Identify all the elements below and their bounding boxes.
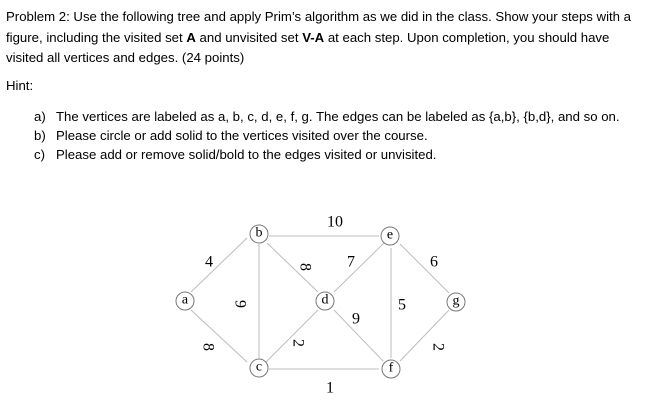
vertex-f-label: f — [388, 360, 394, 376]
hint-title: Hint: — [6, 78, 34, 93]
problem-prefix: Problem 2: Use the following tree and apply Prim’s algorithm as we did in the class. Show your steps with a figure, including the visited set — [6, 9, 631, 45]
weight-b-c: 9 — [231, 300, 249, 308]
edge-a-b — [191, 238, 247, 292]
vertex-e-label: e — [386, 227, 394, 243]
hint-marker-c: c) — [34, 147, 45, 162]
weight-a-b: 4 — [205, 253, 213, 271]
vertex-c-label: c — [255, 359, 263, 375]
weight-a-c: 8 — [199, 343, 217, 351]
vertex-d-label: d — [321, 292, 329, 308]
weight-e-g: 6 — [430, 253, 438, 271]
edge-c-d — [266, 310, 318, 362]
weight-d-f: 9 — [352, 310, 360, 328]
problem-middle: and unvisited set — [195, 29, 303, 45]
weight-f-g: 2 — [429, 343, 447, 351]
vertex-a-label: a — [181, 292, 189, 308]
hint-marker-a: a) — [34, 109, 46, 124]
weight-b-e: 10 — [327, 213, 343, 231]
hint-text-b: Please circle or add solid to the vertices visited over the course. — [56, 128, 428, 143]
set-v-minus-a: V-A — [302, 29, 325, 45]
edge-a-c — [191, 310, 247, 362]
vertex-b-label: b — [255, 225, 263, 241]
weight-e-f: 5 — [398, 296, 406, 314]
hint-text-c: Please add or remove solid/bold to the edges visited or unvisited. — [56, 147, 437, 162]
vertex-g-label: g — [452, 293, 460, 309]
hint-marker-b: b) — [34, 128, 46, 143]
edge-e-g — [400, 244, 449, 293]
weight-b-d: 8 — [296, 263, 314, 271]
weight-d-e: 7 — [347, 253, 355, 271]
edge-f-g — [400, 310, 449, 361]
hint-text-a: The vertices are labeled as a, b, c, d, e, f, g. The edges can be labeled as {a,b}, {b,d}, and so on. — [56, 109, 620, 124]
edge-d-e — [334, 243, 384, 292]
problem-suffix: at each step. Upon completion, you should have visited all vertices and edges. (24 points) — [6, 29, 610, 65]
weight-c-d: 2 — [289, 339, 307, 347]
weight-c-f: 1 — [326, 379, 334, 397]
set-a: A — [186, 29, 196, 45]
